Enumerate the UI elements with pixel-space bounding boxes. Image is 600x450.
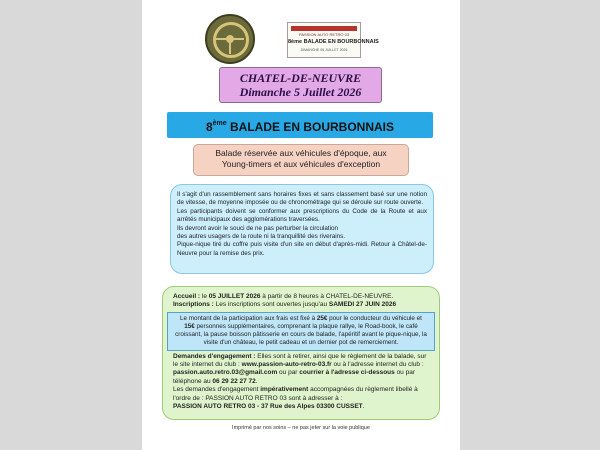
edition-suffix: ème <box>212 120 227 127</box>
rules-box <box>170 184 434 274</box>
payment-info: Les demandes d'engagement impérativement accompagnées du règlement libellé à l'ordre de : PASSION AUTO RETRO 03 sont à adresser à : <box>173 386 418 402</box>
eligibility-line: Balade réservée aux véhicules d'époque, aux <box>215 148 387 158</box>
rules-paragraph: des autres usagers de la route ni la tranquillité des riverains. <box>177 233 346 241</box>
club-phone: 06 29 22 27 72 <box>212 377 256 385</box>
eligibility-box <box>193 144 409 176</box>
postal-address: PASSION AUTO RETRO 03 - 37 Rue des Alpes 03300 CUSSET. <box>173 403 365 411</box>
rules-paragraph: Ils devront avoir le souci de ne pas perturber la circulation <box>177 224 339 232</box>
plate-stripe <box>291 26 357 31</box>
plate-club-name: PASSION AUTO RETRO 03 <box>298 32 350 37</box>
event-name: BALADE EN BOURBONNAIS <box>226 120 395 134</box>
registration-deadline: Inscriptions : Les inscriptions sont ouvertes jusqu'au SAMEDI 27 JUIN 2026 <box>173 301 397 309</box>
club-email-link[interactable]: passion.auto.retro.03@gmail.com <box>173 369 278 377</box>
rally-plate-logo <box>287 22 379 58</box>
rules-paragraph: Les participants doivent se conformer aux prescriptions du Code de la Route et aux arrêtés municipaux des agglomérations traversées. <box>177 207 427 224</box>
eligibility-line: Young-timers et aux véhicules d'exception <box>221 159 381 169</box>
event-name-banner <box>167 112 433 138</box>
event-date: Dimanche 5 Juillet 2026 <box>239 85 362 99</box>
club-website-link[interactable]: www.passion-auto-retro-03.fr <box>241 361 332 369</box>
plate-event-date: DIMANCHE 05 JUILLET 2026 <box>300 48 348 52</box>
wheel-hub <box>226 35 234 43</box>
plate-event-name: 8ème BALADE EN BOURBONNAIS <box>288 39 379 45</box>
event-title-box <box>219 67 382 103</box>
price-text: Le montant de la participation aux frais est fixé à 25€ pour le conducteur du véhicule et 15€ personnes supplémentaires, comprenant la plaque rallye, le Road-book, le café croissant, la pause boisson pâtisserie en cours de balade, l'apéritif avant le pique-nique, la visite d'un château, le petit cadeau et un dernier pot de remerciement. <box>175 314 427 347</box>
print-notice: Imprimé par nos soins – ne pas jeter sur la voie publique <box>232 425 370 431</box>
welcome-line: Accueil : le 05 JUILLET 2026 à partir de 8 heures à CHATEL-DE-NEUVRE. <box>173 293 394 300</box>
club-logo-steering-wheel <box>205 14 255 64</box>
edition-number: 8 <box>205 120 213 134</box>
rules-paragraph: Pique-nique tiré du coffre puis visite d'un site en début d'après-midi. Retour à Châtel-de-Neuvre pour la remise des prix. <box>177 241 427 257</box>
registration-request-info: Demandes d'engagement : Elles sont à retirer, ainsi que le règlement de la balade, sur le site internet du club : www.passion-auto-retro-03.fr ou à l'adresse internet du club : passion.auto.retro.03@gmail.com ou par courrier à l'adresse ci-dessous ou par téléphone au 06 29 22 27 72. <box>173 352 427 385</box>
price-box <box>167 312 435 351</box>
registration-box <box>162 286 440 420</box>
event-location: CHATEL-DE-NEUVRE <box>239 71 362 85</box>
rules-paragraph: Il s'agit d'un rassemblement sans horaires fixes et sans classement basé sur une notion de vitesse, de moyenne imposée ou de chronométrage qui se déroule sur route ouverte. <box>177 191 427 207</box>
